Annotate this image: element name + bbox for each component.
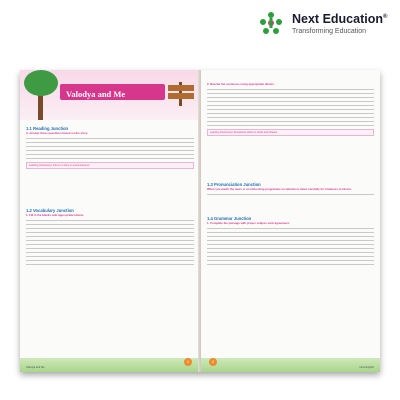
grammar-section: [207, 216, 374, 268]
page-number: 1: [184, 358, 192, 366]
page-footer: Valodya and Me: [26, 366, 45, 369]
section-subtitle: When you watch the news or an interesting programme on television, listen carefully for instances of elision.: [207, 187, 352, 191]
grass-decoration: [201, 358, 380, 372]
section-note: 2. Rewrite the sentences using appropriate idioms.: [207, 82, 275, 86]
open-book: [20, 70, 380, 372]
reading-section: [26, 126, 194, 169]
section-title: 1.4 Grammar Junction: [207, 216, 252, 221]
pronunciation-section: [207, 182, 374, 198]
section-title: 1.2 Vocabulary Junction: [26, 208, 74, 213]
tree-icon: [24, 70, 58, 96]
brand-tagline: Transforming Education: [292, 27, 367, 35]
page-footer: Next English: [359, 366, 374, 369]
section-subtitle: A. Answer these questions based on the story.: [26, 131, 88, 135]
chapter-banner: [60, 84, 165, 100]
vocabulary-section: [26, 208, 194, 268]
learning-outcome: Learning Outcome(s): Recognises elision in words and phrases: [207, 129, 374, 136]
left-page: [20, 70, 200, 372]
right-page: [201, 70, 380, 372]
section-subtitle: 1. Complete the passage with proper subject–verb agreement.: [207, 221, 290, 225]
chapter-title: Valodya and Me: [66, 89, 126, 99]
rewrite-section: [207, 82, 374, 136]
signpost-icon: [168, 82, 194, 106]
brand-name-text: Next Education: [292, 12, 383, 27]
brand-name: [292, 10, 387, 26]
next-education-logo-icon: [254, 6, 288, 40]
learning-outcome: Learning Outcome(s): Infers in a story or a personal level: [26, 162, 194, 169]
trademark: ®: [383, 14, 388, 21]
grass-decoration: [20, 358, 200, 372]
section-title: 1.3 Pronunciation Junction: [207, 182, 261, 187]
section-title: 1.1 Reading Junction: [26, 126, 69, 131]
section-subtitle: 1. Fill in the blanks with appropriate idioms.: [26, 213, 85, 217]
page-number: 2: [209, 358, 217, 366]
brand-logo: [254, 6, 387, 40]
